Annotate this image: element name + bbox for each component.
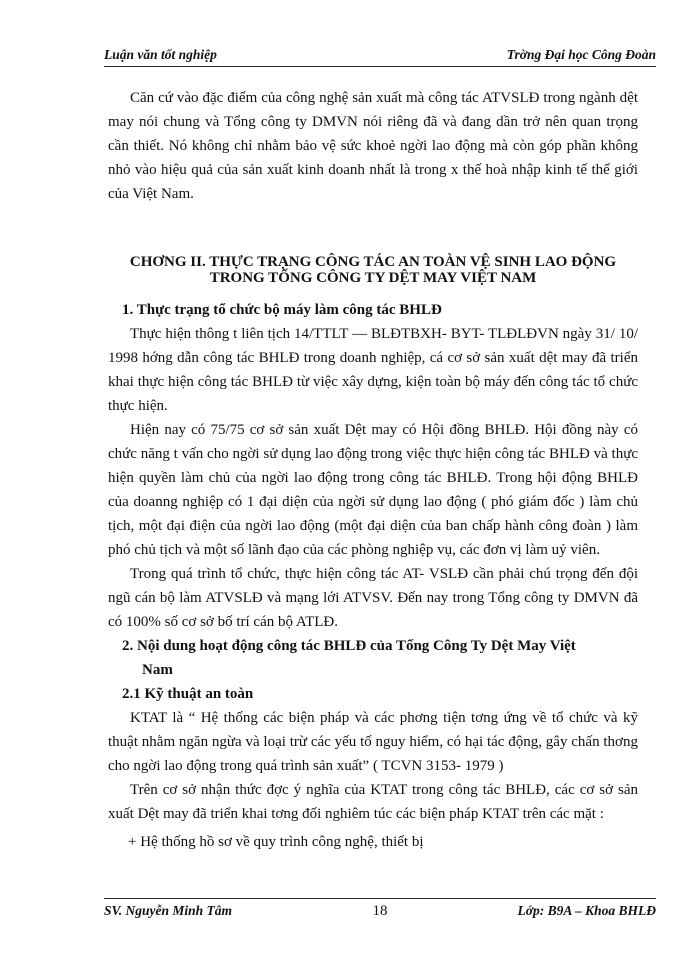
subsection-2-1-title: 2.1 Kỹ thuật an toàn — [122, 686, 254, 702]
subsection-2-1-paragraph-2: Trên cơ sở nhận thức đợc ý nghĩa của KTAT trong công tác BHLĐ, các cơ sở sản xuất Dệt may đã triển khai tơng đối nghiêm túc các biện pháp KTAT trên các mặt : — [108, 782, 638, 822]
bullet-item: + Hệ thống hồ sơ về quy trình công nghệ, thiết bị — [128, 834, 424, 850]
subsection-2-1-paragraph-1: KTAT là “ Hệ thống các biện pháp và các phơng tiện tơng ứng về tổ chức và kỹ thuật nhằm ngăn ngừa và loại trừ các yếu tố nguy hiểm, có hại tác động, gây chấn thơng cho ngời lao động trong quá trình sản xuất” ( TCVN 3153- 1979 ) — [108, 710, 638, 774]
section-1-paragraph-1: Thực hiện thông t liên tịch 14/TTLT — BLĐTBXH- BYT- TLĐLĐVN ngày 31/ 10/ 1998 hớng dẫn công tác BHLĐ trong doanh nghiệp, cá cơ sở sản xuất dệt may đã triển khai thực hiện công tác BHLĐ từ việc xây dựng, kiện toàn bộ máy đến công tác tổ chức thực hiện. — [108, 326, 638, 414]
chapter-title: CHƠNG II. THỰC TRẠNG CÔNG TÁC AN TOÀN VỆ SINH LAO ĐỘNG TRONG TỔNG CÔNG TY DỆT MAY VIỆT NAM — [129, 254, 617, 286]
page-header — [104, 44, 656, 67]
page-number: 18 — [372, 903, 388, 919]
section-1-paragraph-3: Trong quá trình tổ chức, thực hiện công tác AT- VSLĐ cần phải chú trọng đến đội ngũ cán bộ làm ATVSLĐ và mạng lới ATVSV. Đến nay trong Tổng công ty DMVN đã có 100% số cơ sở bố trí cán bộ ATLĐ. — [108, 566, 638, 630]
page-body — [108, 86, 638, 854]
section-2-title — [108, 634, 638, 682]
section-1-paragraph-2: Hiện nay có 75/75 cơ sở sản xuất Dệt may có Hội đồng BHLĐ. Hội đồng này có chức năng t vấn cho ngời sử dụng lao động trong việc thực hiện công tác BHLĐ và thực hiện quyền làm chủ của ngời lao động trong công tác BHLĐ. Trong hội động BHLĐ của doanng nghiệp có 1 đại diện của ngời sử dụng lao động ( phó giám đốc ) làm chủ tịch, một đại điện của ngời lao động (một đại diện của ban chấp hành công đoàn ) làm phó chủ tịch và một số lãnh đạo của các phòng nghiệp vụ, các đơn vị làm uỷ viên. — [108, 422, 638, 558]
section-2-title-line-2: Nam — [142, 662, 173, 678]
header-left-text: Luận văn tốt nghiệp — [104, 47, 217, 62]
footer-author: SV. Nguyễn Minh Tâm — [104, 903, 233, 918]
section-2-title-line-1: 2. Nội dung hoạt động công tác BHLĐ của Tổng Công Ty Dệt May Việt — [122, 638, 576, 654]
footer-class: Lớp: B9A – Khoa BHLĐ — [517, 903, 656, 918]
intro-paragraph: Căn cứ vào đặc điểm của công nghệ sản xuất mà công tác ATVSLĐ trong ngành dệt may nói chung và Tổng công ty DMVN nói riêng đã và đang dần trở nên quan trọng cần thiết. Nó không chỉ nhằm bảo vệ sức khoẻ ngời lao động mà còn góp phần không nhỏ vào hiệu quả của sản xuất kinh doanh nhất là trong x thế hoà nhập kinh tế thế giới của Việt Nam. — [108, 90, 638, 202]
section-1-title: 1. Thực trạng tổ chức bộ máy làm công tác BHLĐ — [122, 302, 442, 318]
header-right-text: Trờng Đại học Công Đoàn — [506, 47, 656, 62]
page-footer — [104, 898, 656, 925]
